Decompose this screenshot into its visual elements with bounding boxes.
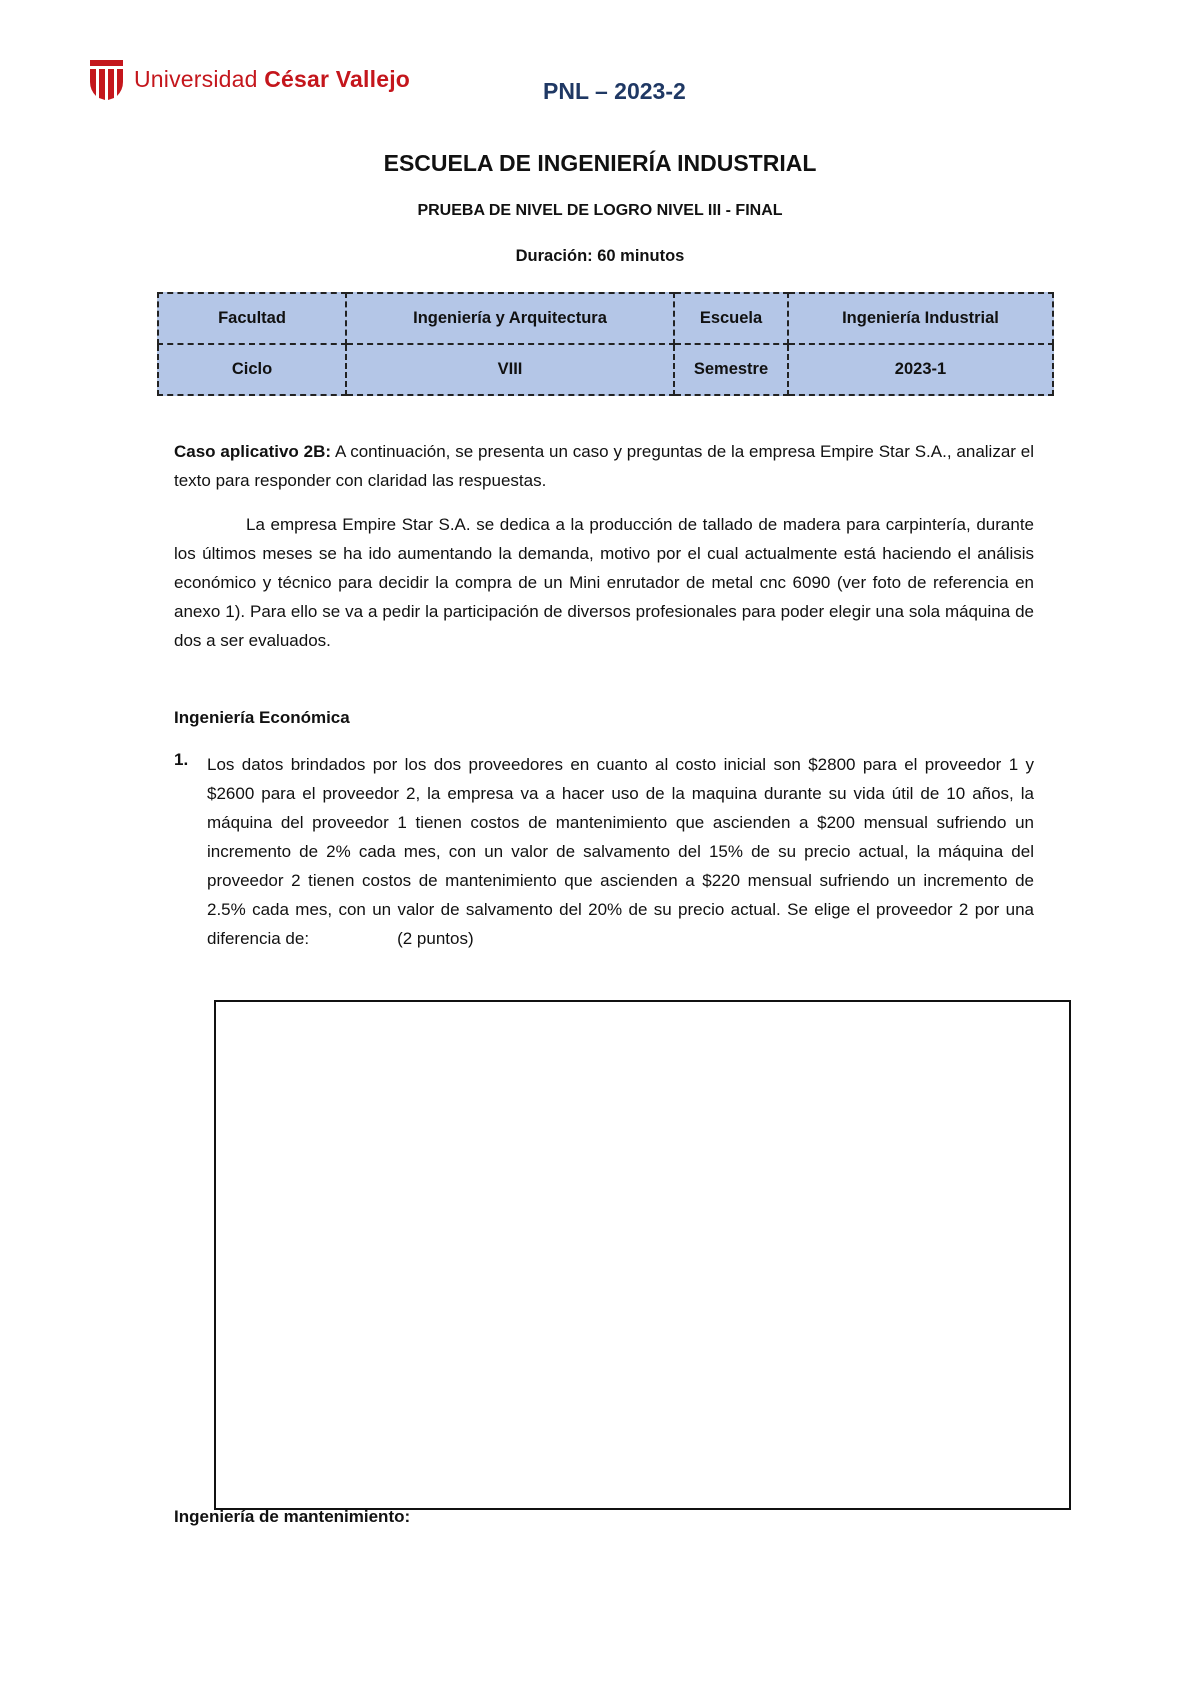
question-text: Los datos brindados por los dos proveedores en cuanto al costo inicial son $2800 para el proveedor 1 y $2600 para el proveedor 2, la empresa va a hacer uso de la maquina durante su vida útil de 10 años, la máquina del proveedor 1 tienen costos de mantenimiento que ascienden a $200 mensual sufriendo un incremento de 2% cada mes, con un valor de salvamento del 15% de su precio actual, la máquina del proveedor 2 tienen costos de mantenimiento que ascienden a $220 mensual sufriendo un incremento de 2.5% cada mes, con un valor de salvamento del 20% de su precio actual. Se elige el proveedor 2 por una diferencia de: (2 puntos) [207,755,1034,948]
section-title-economic: Ingeniería Económica [174,708,350,727]
table-cell: 2023-1 [788,344,1053,395]
table-cell: Escuela [674,293,788,344]
case-label: Caso aplicativo 2B: [174,442,332,461]
table-cell: Ingeniería Industrial [788,293,1053,344]
shield-logo-icon [88,56,125,102]
table-cell: Facultad [158,293,346,344]
case-body: La empresa Empire Star S.A. se dedica a la producción de tallado de madera para carpintería, durante los últimos meses se ha ido aumentando la demanda, motivo por el cual actualmente está haciendo el análisis económico y técnico para decidir la compra de un Mini enrutador de metal cnc 6090 (ver foto de referencia en anexo 1). Para ello se va a pedir la participación de diversos profesionales para poder elegir una sola máquina de dos a ser evaluados. [174,515,1034,650]
table-cell: Ingeniería y Arquitectura [346,293,674,344]
case-intro [174,437,1034,495]
table-row [158,344,1053,395]
answer-box[interactable] [214,1000,1071,1510]
section-title-maintenance: Ingeniería de mantenimiento: [174,1507,411,1526]
table-cell: VIII [346,344,674,395]
table-row [158,293,1053,344]
question-number: 1. [174,750,189,769]
university-logo [88,56,410,102]
exam-code: PNL – 2023-2 [543,78,686,104]
info-table [157,292,1054,396]
question-points: (2 puntos) [397,929,474,948]
case-intro-text: A continuación, se presenta un caso y preguntas de la empresa Empire Star S.A., analizar el texto para responder con claridad las respuestas. [174,442,1035,490]
table-cell: Ciclo [158,344,346,395]
university-name: Universidad César Vallejo [134,65,411,92]
exam-title: PRUEBA DE NIVEL DE LOGRO NIVEL III - FINAL [417,202,783,219]
duration: Duración: 60 minutos [515,247,685,265]
table-cell: Semestre [674,344,788,395]
school-title: ESCUELA DE INGENIERÍA INDUSTRIAL [383,150,817,176]
